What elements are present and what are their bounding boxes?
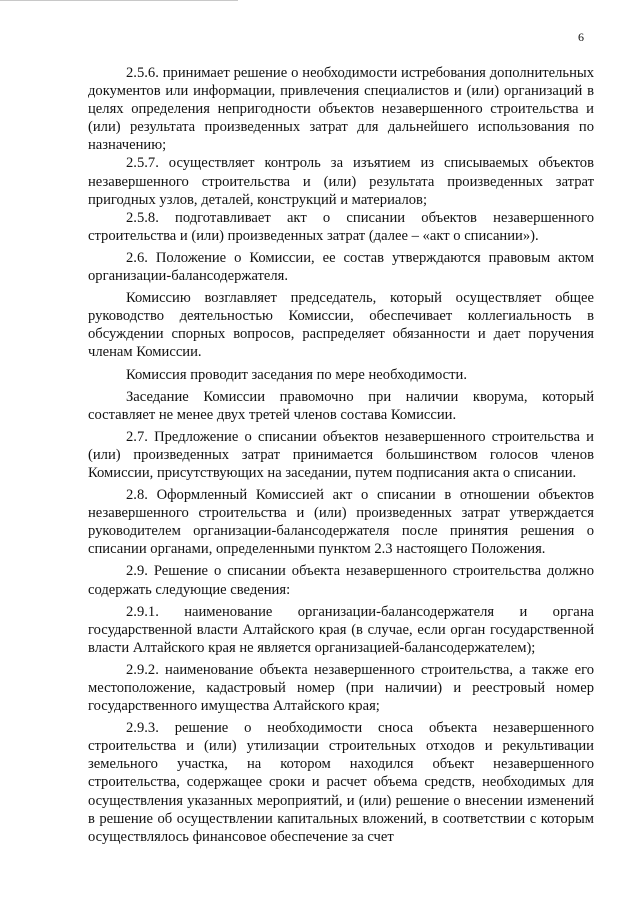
clause-2-9-2: 2.9.2. наименование объекта незавершенного строительства, а также его местоположение, кадастровый номер (при наличии) и реестровый номер государственного имущества Алтайского края;	[88, 661, 594, 715]
clause-2-9-3: 2.9.3. решение о необходимости сноса объекта незавершенного строительства и (или) утилизации строительных отходов и рекультивации земельного участка, на котором находился объект незавершенного строительства, содержащее сроки и расчет объема средств, необходимых для осуществления указанных мероприятий, и (или) решение о внесении изменений в решение об осуществлении капитальных вложений, в соответствии с которым осуществлялось финансовое обеспечение за счет	[88, 720, 594, 845]
clause-2-9-1: 2.9.1. наименование организации-балансодержателя и органа государственной власти Алтайского края (в случае, если орган государственной власти Алтайского края не является организацией-балансодержателем);	[88, 603, 594, 656]
paragraph-chairman: Комиссию возглавляет председатель, который осуществляет общее руководство деятельностью Комиссии, обеспечивает коллегиальность в обсуждении спорных вопросов, распределяет обязанности и дает поручения членам Комиссии.	[88, 290, 594, 361]
header-rule	[0, 0, 238, 1]
paragraph-quorum: Заседание Комиссии правомочно при наличии кворума, который составляет не менее двух третей членов состава Комиссии.	[88, 388, 594, 423]
clause-2-8: 2.8. Оформленный Комиссией акт о списании в отношении объектов незавершенного строительства и (или) произведенных затрат утверждается руководителем организации-балансодержателя после принятия решения о списании органами, определенными пунктом 2.3 настоящего Положения.	[88, 487, 594, 558]
clause-2-5-7: 2.5.7. осуществляет контроль за изъятием из списываемых объектов незавершенного строительства и (или) результата произведенных затрат пригодных узлов, деталей, конструкций и материалов;	[88, 155, 594, 208]
clause-2-5-8: 2.5.8. подготавливает акт о списании объектов незавершенного строительства и (или) произведенных затрат (далее – «акт о списании»).	[88, 209, 594, 244]
paragraph-meetings: Комиссия проводит заседания по мере необходимости.	[126, 366, 467, 383]
clause-2-7: 2.7. Предложение о списании объектов незавершенного строительства и (или) произведенных затрат принимается большинством голосов членов Комиссии, присутствующих на заседании, путем подписания акта о списании.	[88, 428, 594, 481]
clause-2-6: 2.6. Положение о Комиссии, ее состав утверждаются правовым актом организации-балансодержателя.	[88, 249, 594, 285]
clause-2-5-6: 2.5.6. принимает решение о необходимости истребования дополнительных документов или информации, привлечения специалистов и (или) организаций в целях определения непригодности объектов незавершенного строительства и (или) результата произведенных затрат для дальнейшего использования по назначению;	[88, 65, 594, 154]
document-body	[88, 64, 594, 846]
page-number: 6	[578, 30, 584, 44]
clause-2-9: 2.9. Решение о списании объекта незавершенного строительства должно содержать следующие сведения:	[88, 563, 594, 598]
